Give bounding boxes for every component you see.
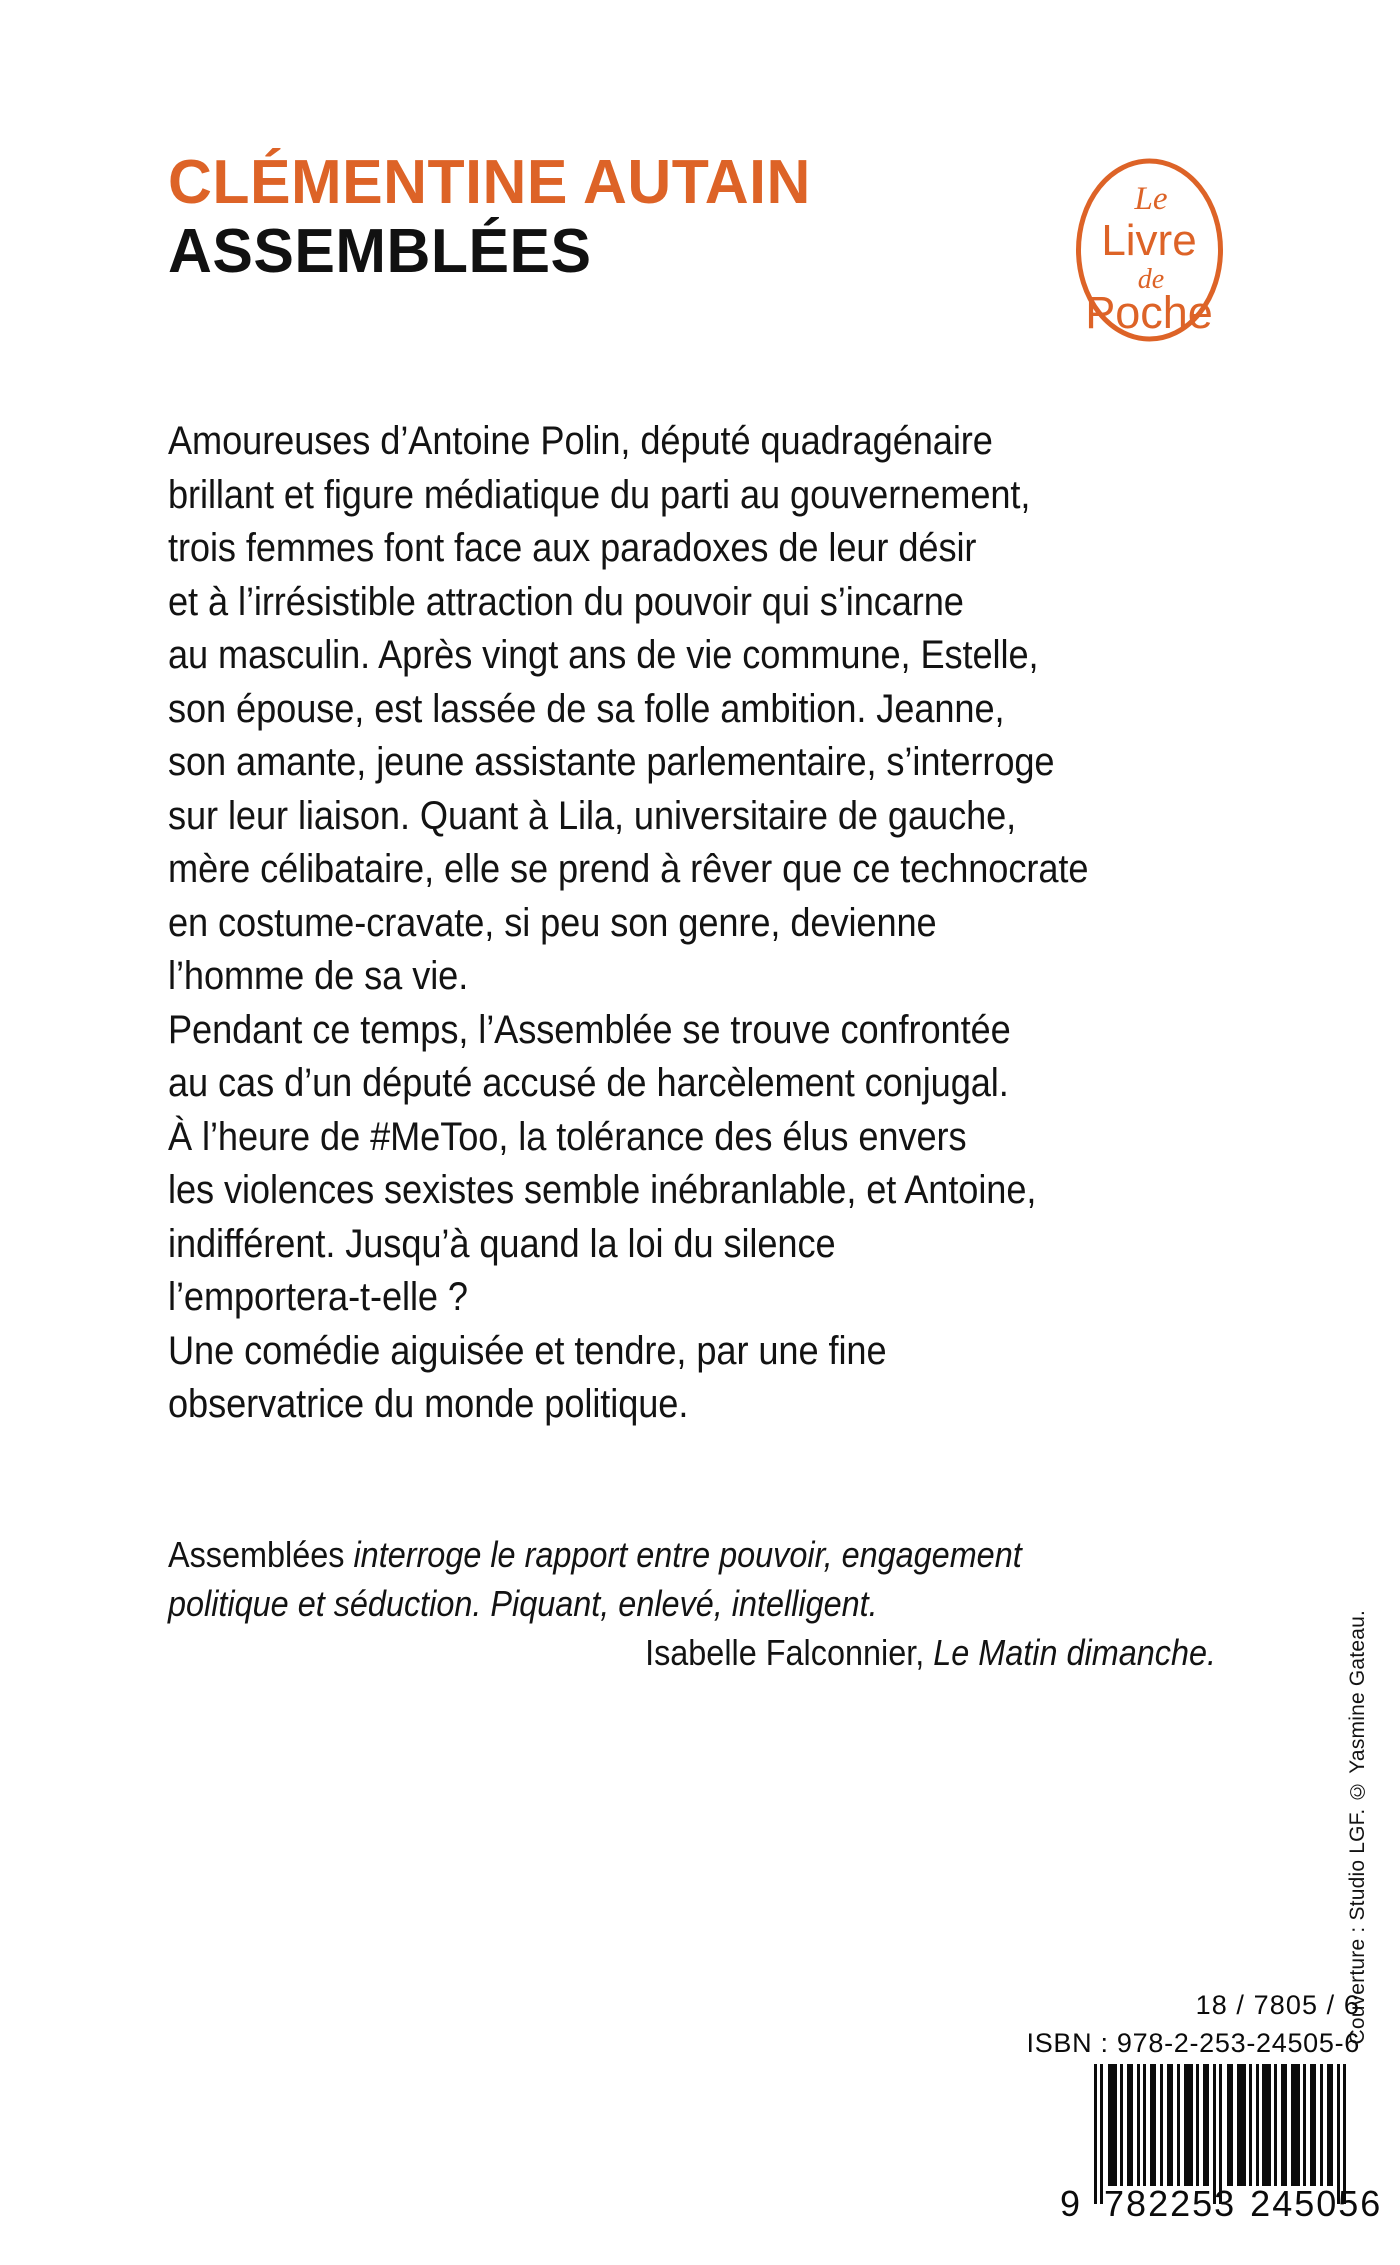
press-quote <box>168 1530 1238 1677</box>
logo-line-livre: Livre <box>1101 216 1197 265</box>
blurb-line: l’homme de sa vie. <box>168 954 469 998</box>
quote-line-1 <box>168 1530 1131 1579</box>
blurb-line: Amoureuses d’Antoine Polin, député quadragénaire <box>168 419 993 463</box>
quote-attribution-inner <box>273 1628 1216 1677</box>
quote-line-2: politique et séduction. Piquant, enlevé, intelligent. <box>168 1583 878 1624</box>
quote-text: interroge le rapport entre pouvoir, engagement <box>344 1534 1022 1575</box>
blurb-line: son amante, jeune assistante parlementaire, s’interroge <box>168 740 1055 784</box>
publisher-logo <box>1072 155 1227 345</box>
cover-header <box>168 150 1228 286</box>
blurb-line: sur leur liaison. Quant à Lila, universitaire de gauche, <box>168 793 1017 838</box>
blurb-line: observatrice du monde politique. <box>168 1382 689 1426</box>
blurb-line: au masculin. Après vingt ans de vie commune, Estelle, <box>168 633 1039 677</box>
codes-block <box>1027 1990 1361 2059</box>
barcode-group-1: 782253 <box>1104 2183 1237 2224</box>
logo-line-de: de <box>1137 264 1165 295</box>
blurb-line: À l’heure de #MeToo, la tolérance des élus envers <box>168 1114 967 1159</box>
blurb-line: et à l’irrésistible attraction du pouvoir qui s’incarne <box>168 579 964 624</box>
barcode-group-2: 245056 <box>1250 2183 1383 2224</box>
logo-line-le: Le <box>1134 181 1168 217</box>
blurb-line: son épouse, est lassée de sa folle ambition. Jeanne, <box>168 686 1005 731</box>
blurb-line: au cas d’un député accusé de harcèlement conjugal. <box>168 1061 1009 1105</box>
blurb-line: l’emportera-t-elle ? <box>168 1275 468 1319</box>
blurb-text <box>168 415 1238 1432</box>
blurb-line: brillant et figure médiatique du parti au gouvernement, <box>168 472 1031 517</box>
barcode-lead-digit: 9 <box>1060 2183 1083 2224</box>
logo-line-poche: Poche <box>1085 287 1213 338</box>
cover-credit: Couverture : Studio LGF. © Yasmine Gateau. <box>1346 1610 1369 2045</box>
blurb-line: trois femmes font face aux paradoxes de leur désir <box>168 526 977 570</box>
blurb-line: en costume-cravate, si peu son genre, devienne <box>168 900 937 945</box>
blurb-line: Une comédie aiguisée et tendre, par une fine <box>168 1328 887 1373</box>
quote-title: Assemblées <box>168 1534 345 1575</box>
blurb-line: les violences sexistes semble inébranlable, et Antoine, <box>168 1168 1037 1212</box>
author-name: CLÉMENTINE AUTAIN <box>168 148 811 217</box>
reference-number: 18 / 7805 / 6 <box>1195 1990 1360 2020</box>
barcode-digits <box>1060 2183 1383 2225</box>
book-title: ASSEMBLÉES <box>168 217 592 286</box>
quote-attribution <box>168 1628 1238 1677</box>
quote-source: Le Matin dimanche. <box>933 1632 1216 1673</box>
blurb-line: mère célibataire, elle se prend à rêver que ce technocrate <box>168 847 1089 891</box>
blurb-line: Pendant ce temps, l’Assemblée se trouve confrontée <box>168 1007 1011 1052</box>
blurb-line: indifférent. Jusqu’à quand la loi du silence <box>168 1221 836 1266</box>
quote-author: Isabelle Falconnier, <box>645 1632 934 1673</box>
isbn-number: ISBN : 978-2-253-24505-6 <box>1026 2028 1360 2058</box>
